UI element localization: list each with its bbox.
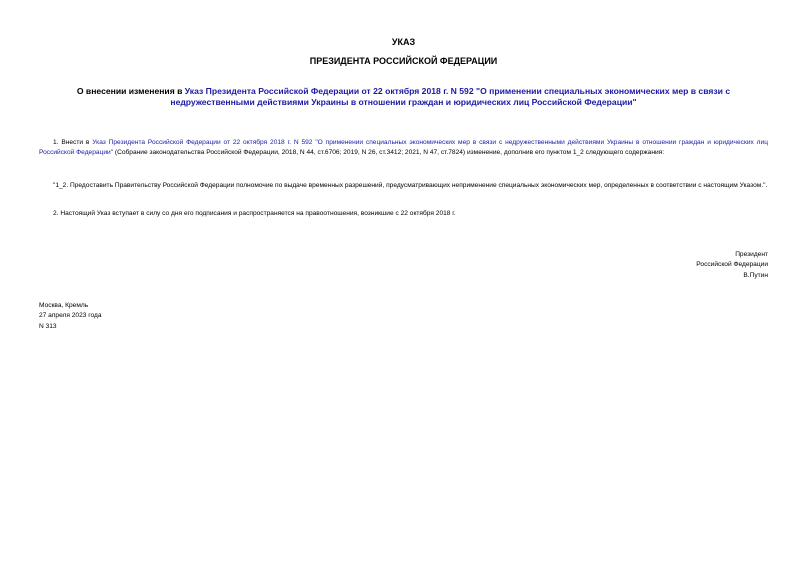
- paragraph-1: [39, 138, 768, 157]
- signature-block: [568, 250, 768, 281]
- document-subject: [60, 86, 747, 108]
- signature-title: Президент: [735, 251, 768, 258]
- document-type-heading: УКАЗ: [391, 37, 416, 47]
- subject-prefix: О внесении изменения в: [76, 86, 185, 96]
- paragraph-1-decree-link[interactable]: Указ Президента Российской Федерации от 22 октября 2018 г. N 592 "О применении специальных экономических мер в связи с недружественными действиями Украины в отношении граждан и юридических лиц Российской Федерации": [39, 139, 768, 156]
- signature-organization: Российской Федерации: [696, 261, 768, 269]
- issuer-heading: ПРЕЗИДЕНТА РОССИЙСКОЙ ФЕДЕРАЦИИ: [309, 56, 498, 66]
- paragraph-1-suffix: (Собрание законодательства Российской Федерации, 2018, N 44, ст.6706; 2019, N 26, ст.3412; 2021, N 47, ст.7824) изменение, дополнив его пунктом 1_2 следующего содержания:: [113, 148, 665, 156]
- signature-name: В.Путин: [743, 271, 768, 279]
- decree-number: N 313: [39, 322, 57, 330]
- subject-decree-link[interactable]: Указ Президента Российской Федерации от 22 октября 2018 г. N 592 "О применении специальных экономических мер в связи с недружественными действиями Украины в отношении граждан и юридических лиц Российской Федерации": [170, 86, 731, 107]
- place-date-block: [39, 301, 102, 332]
- paragraph-2: 2. Настоящий Указ вступает в силу со дня его подписания и распространяется на правоотношения, возникшие с 22 октября 2018 г.: [53, 210, 456, 217]
- paragraph-quoted-clause: "1_2. Предоставить Правительству Российской Федерации полномочие по выдаче временных разрешений, предусматривающих неприменение специальных экономических мер, определенных в соответствии с настоящим Указом.".: [53, 182, 768, 189]
- paragraph-1-prefix: 1. Внести в: [53, 139, 93, 146]
- signing-date: 27 апреля 2023 года: [39, 312, 102, 320]
- signing-place: Москва, Кремль: [39, 302, 89, 309]
